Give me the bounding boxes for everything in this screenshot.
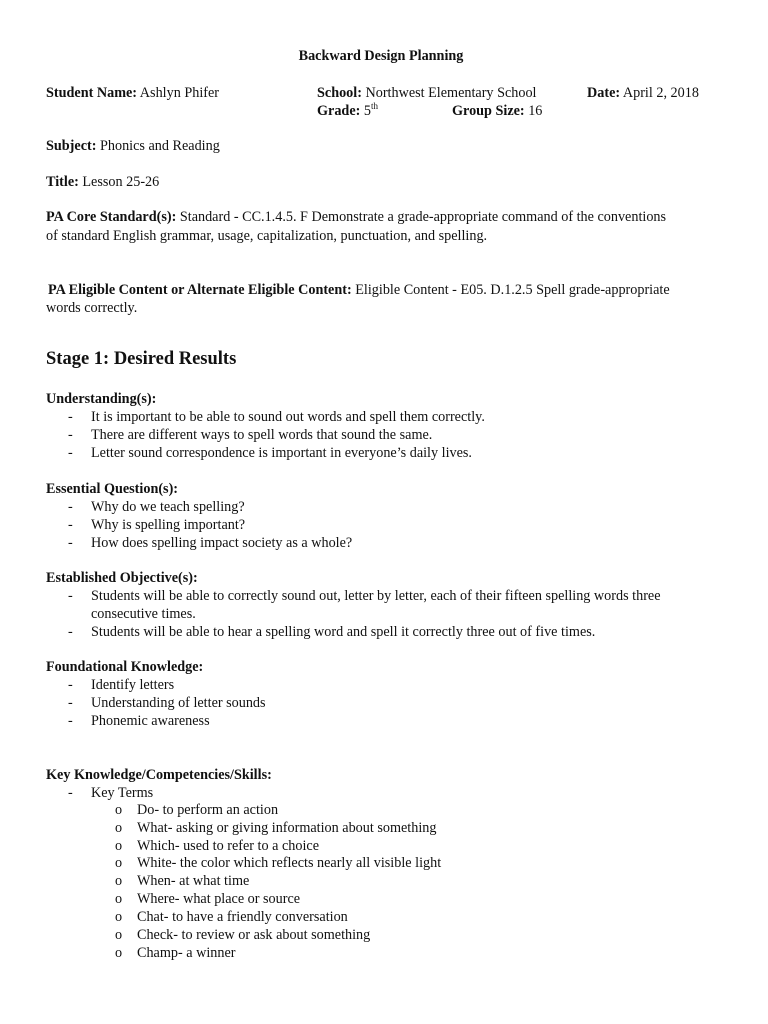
list-item: Phonemic awareness [91, 713, 210, 729]
document-title: Backward Design Planning [298, 48, 464, 64]
key-term-item: White- the color which reflects nearly all visible light [137, 855, 442, 871]
sub-bullet: o [115, 855, 123, 871]
list-dash: - [68, 535, 73, 551]
list-dash: - [68, 677, 73, 693]
essential-questions-heading: Essential Question(s): [46, 481, 179, 497]
school-label: School: [317, 85, 362, 101]
list-item: Identify letters [91, 677, 175, 693]
sub-bullet: o [115, 873, 123, 889]
eligible-content-text-1: Eligible Content - E05. D.1.2.5 Spell grade-appropriate [351, 282, 670, 298]
core-standard-line-1 [46, 208, 666, 226]
date-value: April 2, 2018 [620, 85, 699, 101]
date-label: Date: [587, 85, 621, 101]
school-value: Northwest Elementary School [361, 85, 537, 101]
list-item: Letter sound correspondence is important in everyone’s daily lives. [91, 445, 472, 461]
key-terms-label: Key Terms [91, 785, 154, 801]
list-dash: - [68, 517, 73, 533]
core-standard-text-2: of standard English grammar, usage, capitalization, punctuation, and spelling. [46, 228, 488, 244]
key-term-item: Check- to review or ask about something [137, 927, 371, 943]
core-standard-text-1: Standard - CC.1.4.5. F Demonstrate a grade-appropriate command of the conventions [176, 209, 667, 225]
list-dash: - [68, 695, 73, 711]
grade-value: 5 [360, 103, 371, 119]
grade-line [317, 102, 378, 120]
list-dash: - [68, 499, 73, 515]
key-term-item: When- at what time [137, 873, 250, 889]
school-line [317, 84, 536, 102]
list-item: There are different ways to spell words that sound the same. [91, 427, 433, 443]
understandings-heading: Understanding(s): [46, 391, 157, 407]
grade-superscript: th [370, 101, 378, 111]
lesson-title-value: Lesson 25-26 [78, 174, 160, 190]
sub-bullet: o [115, 891, 123, 907]
key-term-item: Chat- to have a friendly conversation [137, 909, 348, 925]
eligible-content-label: PA Eligible Content or Alternate Eligible Content: [48, 282, 352, 298]
sub-bullet: o [115, 838, 123, 854]
stage-1-heading: Stage 1: Desired Results [46, 349, 237, 369]
subject-label: Subject: [46, 138, 97, 154]
sub-bullet: o [115, 909, 123, 925]
subject-value: Phonics and Reading [96, 138, 220, 154]
sub-bullet: o [115, 927, 123, 943]
lesson-title-label: Title: [46, 174, 79, 190]
list-item: Students will be able to correctly sound out, letter by letter, each of their fifteen spelling words three [91, 588, 661, 604]
list-item: Understanding of letter sounds [91, 695, 266, 711]
student-name-label: Student Name: [46, 85, 138, 101]
lesson-title-line [46, 173, 159, 191]
objectives-heading: Established Objective(s): [46, 570, 198, 586]
sub-bullet: o [115, 802, 123, 818]
list-item: Students will be able to hear a spelling word and spell it correctly three out of five times. [91, 624, 596, 640]
key-term-item: Do- to perform an action [137, 802, 279, 818]
list-dash: - [68, 713, 73, 729]
list-dash: - [68, 624, 73, 640]
list-dash: - [68, 445, 73, 461]
list-dash: - [68, 785, 73, 801]
key-term-item: Where- what place or source [137, 891, 301, 907]
group-size-value: 16 [524, 103, 543, 119]
list-dash: - [68, 588, 73, 604]
list-dash: - [68, 427, 73, 443]
list-dash: - [68, 409, 73, 425]
list-item: How does spelling impact society as a whole? [91, 535, 353, 551]
list-item-continuation: consecutive times. [91, 606, 196, 622]
group-size-line [452, 102, 542, 120]
eligible-content-text-2: words correctly. [46, 300, 138, 316]
student-name-line [46, 84, 219, 102]
key-term-item: Which- used to refer to a choice [137, 838, 319, 854]
foundational-heading: Foundational Knowledge: [46, 659, 204, 675]
sub-bullet: o [115, 820, 123, 836]
list-item: It is important to be able to sound out words and spell them correctly. [91, 409, 485, 425]
sub-bullet: o [115, 945, 123, 961]
student-name-value: Ashlyn Phifer [137, 85, 220, 101]
group-size-label: Group Size: [452, 103, 525, 119]
date-line [587, 84, 699, 102]
list-item: Why is spelling important? [91, 517, 246, 533]
subject-line [46, 137, 220, 155]
key-knowledge-heading: Key Knowledge/Competencies/Skills: [46, 767, 272, 783]
grade-label: Grade: [317, 103, 361, 119]
key-term-item: What- asking or giving information about something [137, 820, 437, 836]
eligible-content-line-1 [48, 281, 670, 299]
core-standard-label: PA Core Standard(s): [46, 209, 177, 225]
key-term-item: Champ- a winner [137, 945, 236, 961]
list-item: Why do we teach spelling? [91, 499, 245, 515]
